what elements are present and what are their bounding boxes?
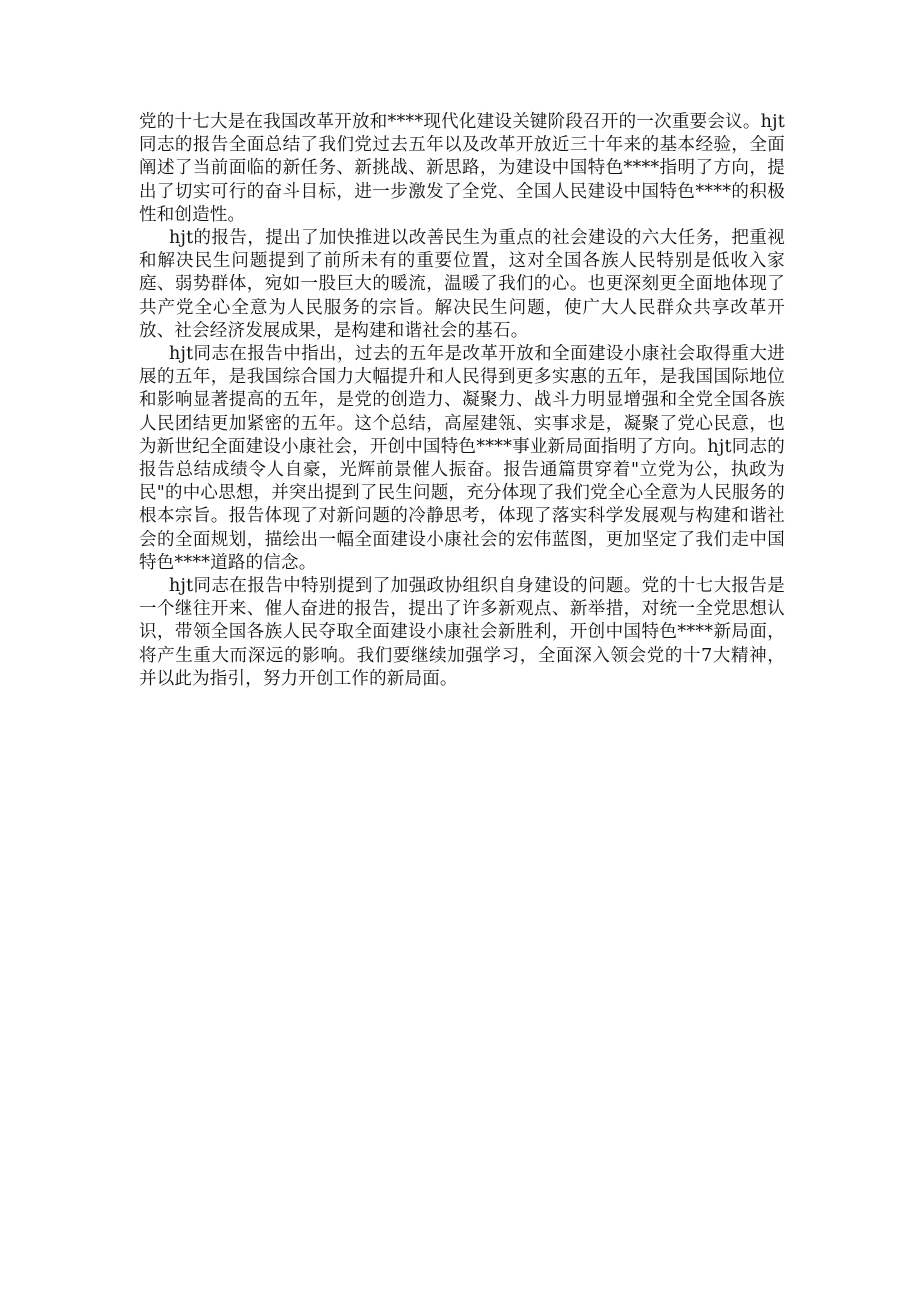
- paragraph-2: hjt的报告，提出了加快推进以改善民生为重点的社会建设的六大任务，把重视和解决民生问题提到了前所未有的重要位置，这对全国各族人民特别是低收入家庭、弱势群体，宛如一股巨大的暖流，温暖了我们的心。也更深刻更全面地体现了共产党全心全意为人民服务的宗旨。解决民生问题，使广大人民群众共享改革开放、社会经济发展成果，是构建和谐社会的基石。: [139, 228, 785, 341]
- document-body: [139, 111, 785, 691]
- paragraph-3: hjt同志在报告中指出，过去的五年是改革开放和全面建设小康社会取得重大进展的五年，是我国综合国力大幅提升和人民得到更多实惠的五年，是我国国际地位和影响显著提高的五年，是党的创造力、凝聚力、战斗力明显增强和全党全国各族人民团结更加紧密的五年。这个总结，高屋建瓴、实事求是，凝聚了党心民意，也为新世纪全面建设小康社会，开创中国特色****事业新局面指明了方向。hjt同志的报告总结成绩令人自豪，光辉前景催人振奋。报告通篇贯穿着"立党为公，执政为民"的中心思想，并突出提到了民生问题，充分体现了我们党全心全意为人民服务的根本宗旨。报告体现了对新问题的冷静思考，体现了落实科学发展观与构建和谐社会的全面规划，描绘出一幅全面建设小康社会的宏伟蓝图，更加坚定了我们走中国特色****道路的信念。: [139, 344, 785, 573]
- paragraph-1: 党的十七大是在我国改革开放和****现代化建设关键阶段召开的一次重要会议。hjt同志的报告全面总结了我们党过去五年以及改革开放近三十年来的基本经验，全面阐述了当前面临的新任务、新挑战、新思路，为建设中国特色****指明了方向，提出了切实可行的奋斗目标，进一步激发了全党、全国人民建设中国特色****的积极性和创造性。: [139, 112, 785, 225]
- paragraph-4: hjt同志在报告中特别提到了加强政协组织自身建设的问题。党的十七大报告是一个继往开来、催人奋进的报告，提出了许多新观点、新举措，对统一全党思想认识，带领全国各族人民夺取全面建设小康社会新胜利，开创中国特色****新局面，将产生重大而深远的影响。我们要继续加强学习，全面深入领会党的十7大精神，并以此为指引，努力开创工作的新局面。: [139, 576, 785, 689]
